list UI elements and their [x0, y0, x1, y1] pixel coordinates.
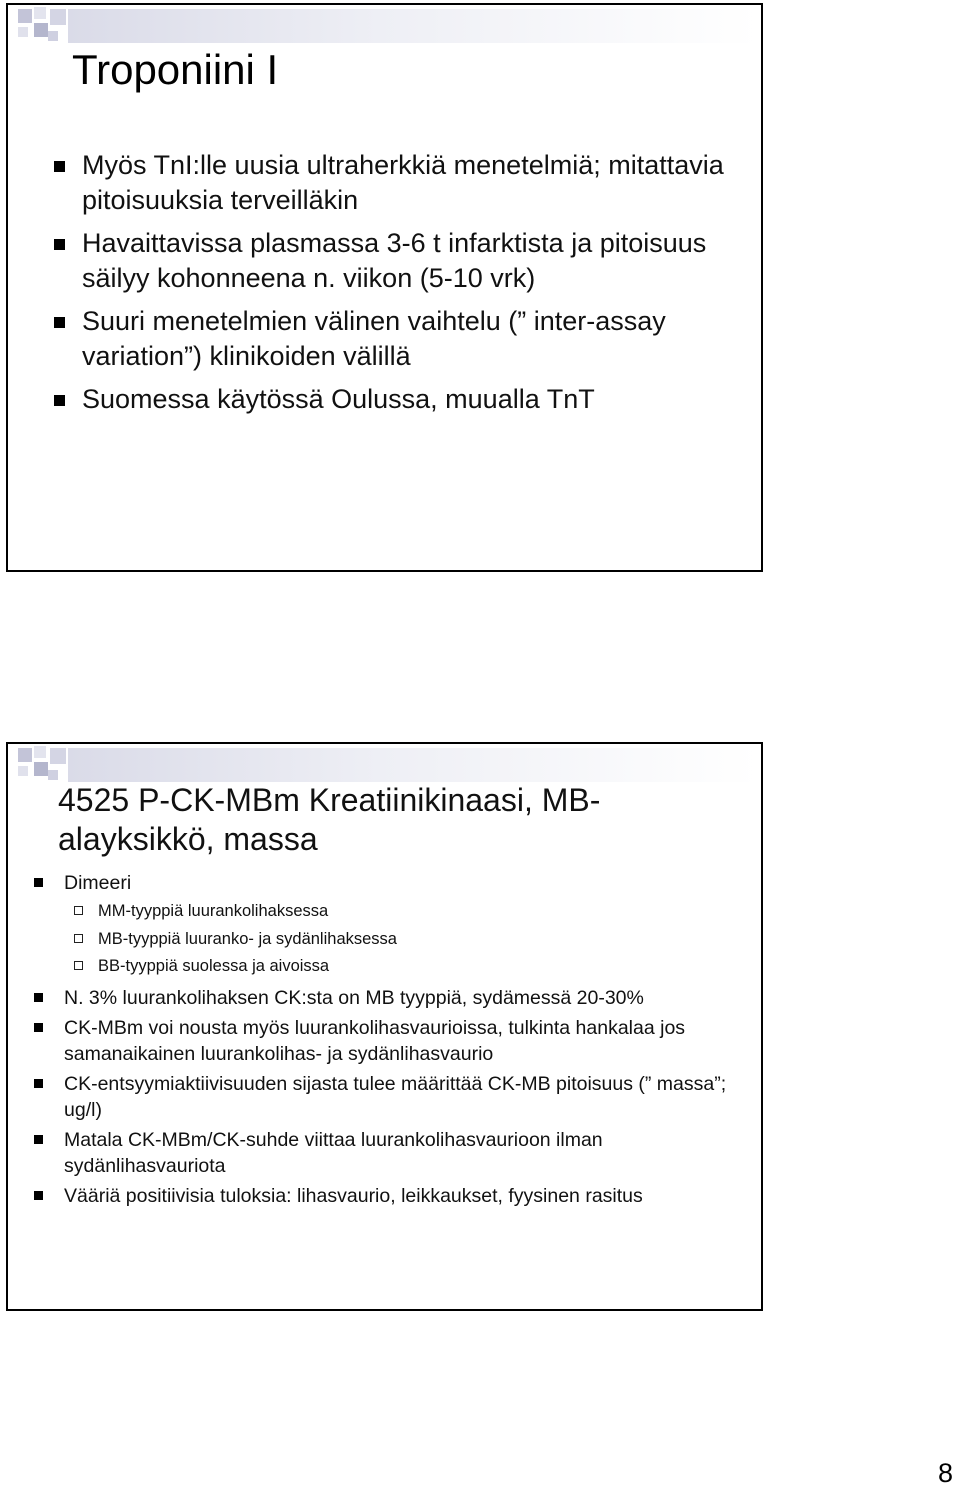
square-bullet-icon — [54, 161, 65, 172]
square-bullet-icon — [34, 878, 43, 887]
page-number: 8 — [938, 1458, 954, 1488]
slide-ck-mbm — [6, 742, 763, 1311]
list-item: CK-entsyymiaktiivisuuden sijasta tulee määrittää CK-MB pitoisuus (” massa”; ug/l) — [34, 1071, 754, 1123]
slide-troponiini — [6, 3, 763, 572]
list-item: Matala CK-MBm/CK-suhde viittaa luurankolihasvaurioon ilman sydänlihasvauriota — [34, 1127, 754, 1179]
square-bullet-icon — [54, 395, 65, 406]
list-item: N. 3% luurankolihaksen CK:sta on MB tyyppiä, sydämessä 20-30% — [34, 985, 754, 1011]
square-bullet-icon — [54, 317, 65, 328]
corner-decoration — [8, 5, 763, 49]
hollow-square-bullet-icon — [74, 934, 83, 943]
hollow-square-bullet-icon — [74, 906, 83, 915]
slide-title: 4525 P-CK-MBm Kreatiinikinaasi, MB-alayksikkö, massa — [58, 782, 601, 857]
list-item: Havaittavissa plasmassa 3-6 t infarktista ja pitoisuus säilyy kohonneena n. viikon (5-10 vrk) — [54, 226, 754, 296]
hollow-square-bullet-icon — [74, 961, 83, 970]
square-bullet-icon — [34, 1023, 43, 1032]
list-item: Myös TnI:lle uusia ultraherkkiä menetelmiä; mitattavia pitoisuuksia terveilläkin — [54, 148, 754, 218]
sub-bullet-list — [64, 898, 754, 981]
list-item: Suomessa käytössä Oulussa, muualla TnT — [54, 382, 754, 417]
sub-list-item: BB-tyyppiä suolessa ja aivoissa — [64, 953, 754, 981]
square-bullet-icon — [34, 993, 43, 1002]
list-item: Suuri menetelmien välinen vaihtelu (” inter-assay variation”) klinikoiden välillä — [54, 304, 754, 374]
square-bullet-icon — [34, 1191, 43, 1200]
slide-title: Troponiini I — [72, 46, 279, 93]
sub-list-item: MB-tyyppiä luuranko- ja sydänlihaksessa — [64, 926, 754, 954]
list-item: CK-MBm voi nousta myös luurankolihasvaurioissa, tulkinta hankalaa jos samanaikainen luurankolihas- ja sydänlihasvaurio — [34, 1015, 754, 1067]
list-item: Vääriä positiivisia tuloksia: lihasvaurio, leikkaukset, fyysinen rasitus — [34, 1183, 754, 1209]
bullet-list — [34, 870, 754, 1209]
square-bullet-icon — [54, 239, 65, 250]
sub-list-item: MM-tyyppiä luurankolihaksessa — [64, 898, 754, 926]
bullet-list — [54, 148, 754, 425]
list-item: Dimeeri MM-tyyppiä luurankolihaksessa MB-tyyppiä luuranko- ja sydänlihaksessa BB-tyyppiä suolessa ja aivoissa — [34, 870, 754, 981]
square-bullet-icon — [34, 1079, 43, 1088]
square-bullet-icon — [34, 1135, 43, 1144]
